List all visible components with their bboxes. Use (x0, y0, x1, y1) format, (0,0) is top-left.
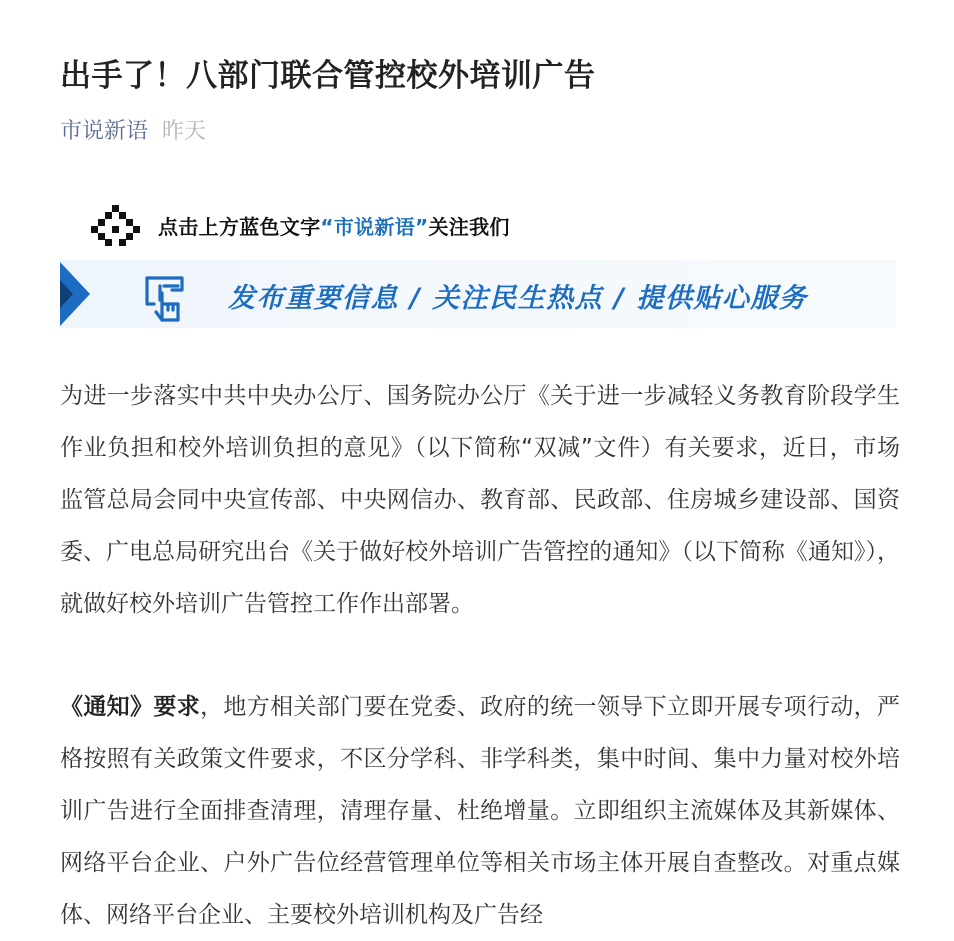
paragraph-bold-lead: 《通知》要求 (60, 694, 201, 720)
chevron-right-icon (60, 260, 94, 328)
body-paragraph (60, 370, 900, 630)
follow-prompt-prefix: 点击上方蓝色文字 (158, 214, 321, 239)
article-title: 出手了！八部门联合管控校外培训广告 (60, 58, 596, 94)
account-name-link[interactable]: 市说新语 (60, 119, 149, 144)
follow-account-link[interactable]: “市说新语” (320, 214, 429, 239)
paragraph-text: ，地方相关部门要在党委、政府的统一领导下立即开展专项行动，严格按照有关政策文件要求，不区分学科、非学科类，集中时间、集中力量对校外培训广告进行全面排查清理，清理存量、杜绝增量。立即组织主流媒体及其新媒体、网络平台企业、户外广告位经营管理单位等相关市场主体开展自查整改。对重点媒体、网络平台企业、主要校外培训机构及广告经 (60, 694, 901, 928)
body-paragraph (60, 681, 900, 941)
follow-prompt-text (158, 211, 510, 240)
banner-slogan: 发布重要信息 / 关注民生热点 / 提供贴心服务 (228, 283, 808, 314)
follow-prompt (90, 203, 510, 247)
paragraph-text: 为进一步落实中共中央办公厅、国务院办公厅《关于进一步减轻义务教育阶段学生作业负担和校外培训负担的意见》（以下简称“双减”文件）有关要求，近日，市场监管总局会同中央宣传部、中央网信办、教育部、民政部、住房城乡建设部、国资委、广电总局研究出台《关于做好校外培训广告管控的通知》（以下简称《通知》），就做好校外培训广告管控工作作出部署。 (60, 383, 900, 617)
article-meta (60, 114, 206, 145)
hand-pointer-icon (144, 274, 188, 326)
publish-date: 昨天 (162, 119, 207, 144)
follow-prompt-suffix: 关注我们 (428, 214, 510, 239)
pixel-diamond-icon (90, 203, 142, 247)
slogan-banner (60, 260, 896, 328)
